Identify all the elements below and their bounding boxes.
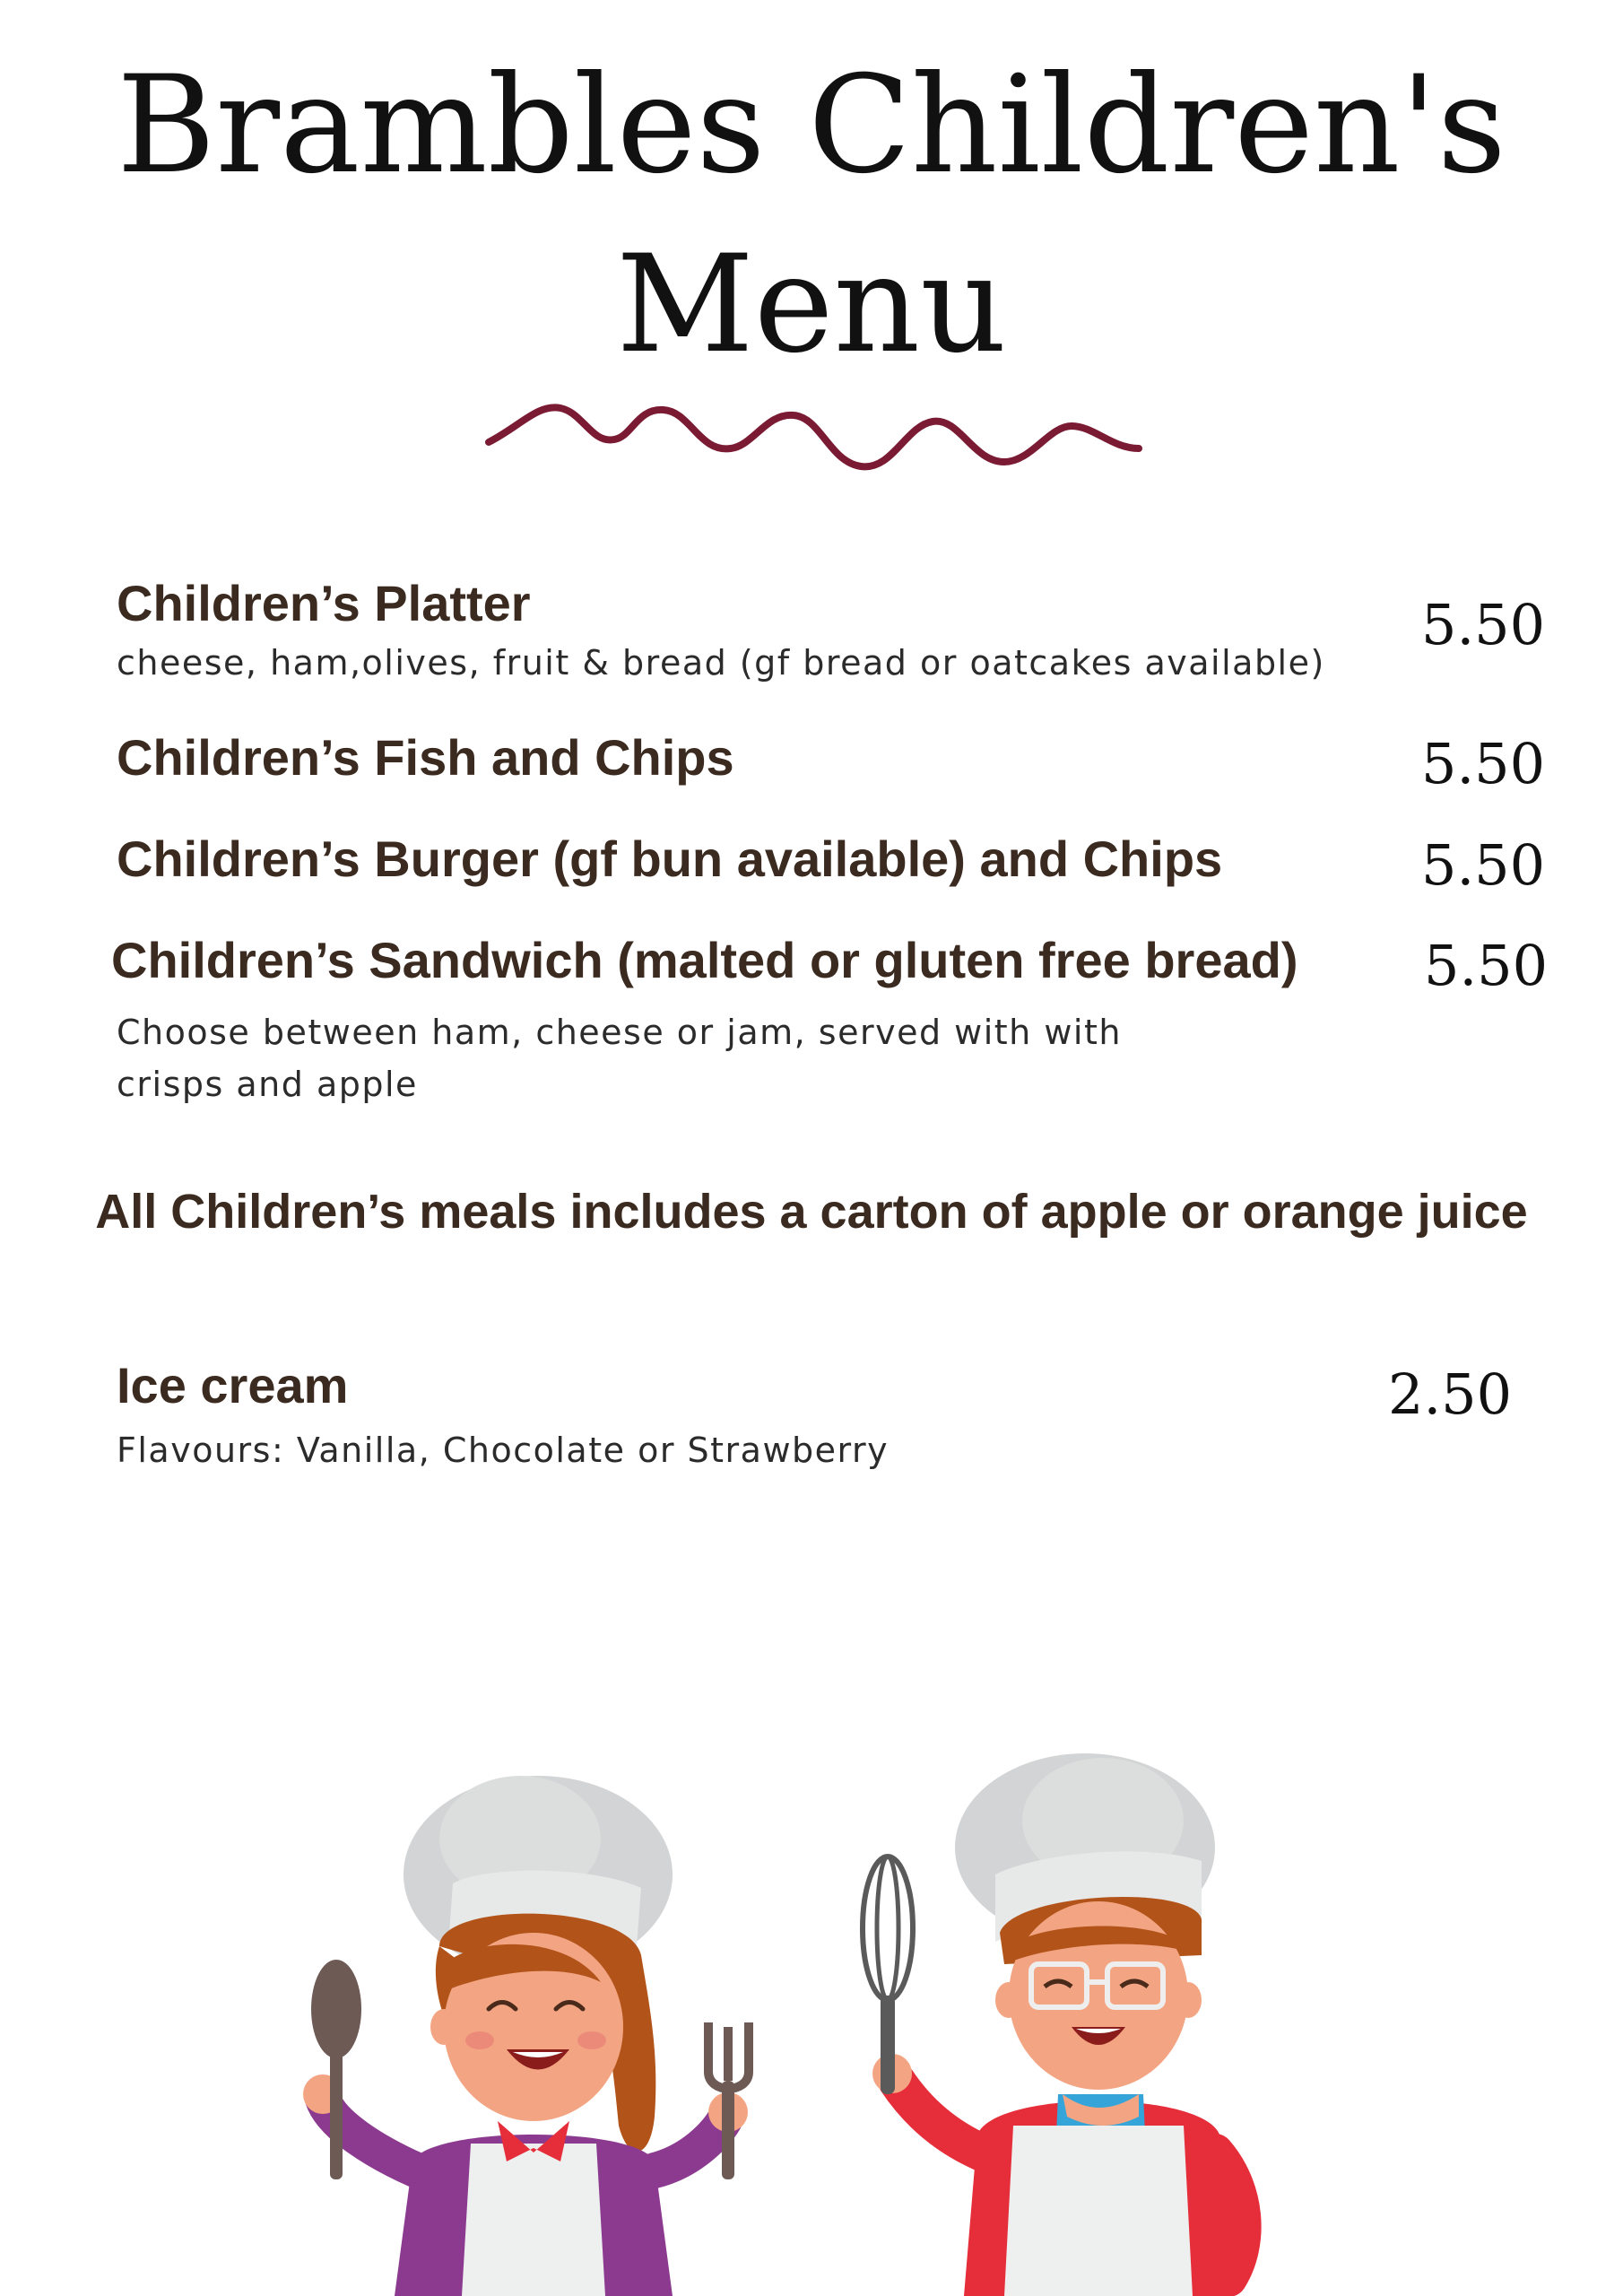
item-name: Children’s Sandwich (malted or gluten free bread) [111, 932, 1298, 988]
menu-title-line1: Brambles Children's [117, 48, 1506, 204]
item-price: 5.50 [1421, 832, 1546, 898]
item-price: 2.50 [1388, 1361, 1513, 1427]
item-price: 5.50 [1421, 592, 1546, 657]
item-name: Children’s Fish and Chips [117, 729, 734, 786]
boy-chef-icon [872, 1753, 1243, 2296]
item-name: Ice cream [117, 1357, 349, 1413]
item-description-line2: crisps and apple [117, 1065, 418, 1104]
item-description: cheese, ham,olives, fruit & bread (gf bread or oatcakes available) [117, 643, 1325, 683]
girl-chef-icon [303, 1776, 748, 2296]
item-name: Children’s Platter [117, 575, 531, 631]
item-description: Flavours: Vanilla, Chocolate or Strawberry [117, 1431, 890, 1470]
whisk-icon [863, 1857, 913, 2094]
menu-title-line2: Menu [616, 227, 1007, 383]
decorative-wave-icon [484, 399, 1143, 489]
juice-note: All Children’s meals includes a carton of apple or orange juice [95, 1185, 1528, 1239]
item-price: 5.50 [1424, 933, 1549, 998]
chef-kids-illustration [296, 1740, 1327, 2296]
menu-title [0, 36, 1623, 395]
item-price: 5.50 [1421, 731, 1546, 796]
item-name: Children’s Burger (gf bun available) and Chips [117, 831, 1223, 887]
item-description-line1: Choose between ham, cheese or jam, served with with [117, 1013, 1122, 1052]
